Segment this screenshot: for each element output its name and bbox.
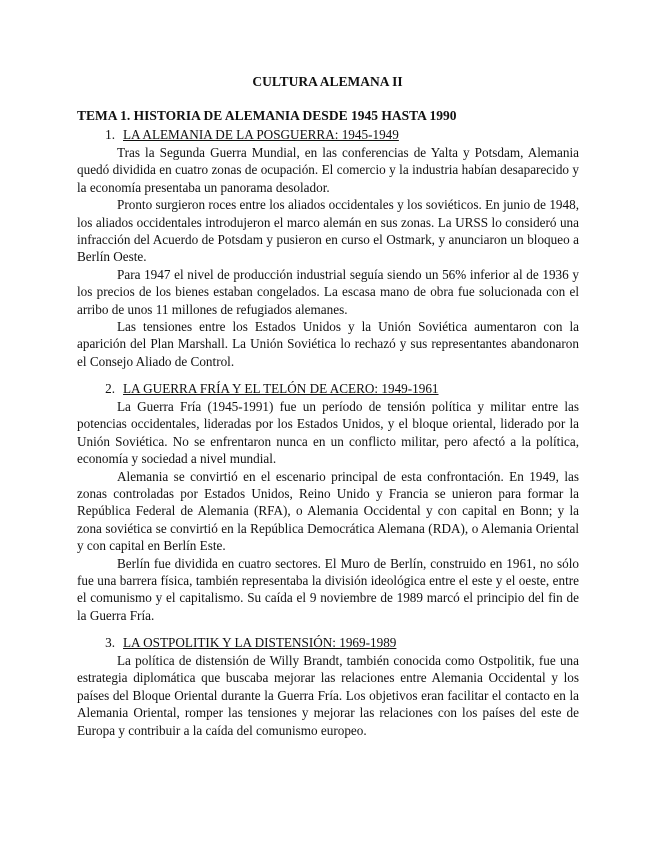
paragraph: Para 1947 el nivel de producción industrial seguía siendo un 56% inferior al de 1936 y los precios de los bienes estaban congelados. La escasa mano de obra fue solucionada con el arribo de unos 11 millones de refugiados alemanes. — [77, 266, 579, 317]
topic-heading: TEMA 1. HISTORIA DE ALEMANIA DESDE 1945 HASTA 1990 — [77, 108, 457, 123]
section-title: LA GUERRA FRÍA Y EL TELÓN DE ACERO: 1949-1961 — [123, 381, 439, 396]
section-heading — [77, 380, 579, 398]
section-2 — [77, 380, 579, 624]
section-heading — [77, 634, 579, 652]
paragraph: Berlín fue dividida en cuatro sectores. El Muro de Berlín, construido en 1961, no sólo fue una barrera física, también representaba la división ideológica entre el este y el oeste, entre el comunismo y el capitalismo. Su caída el 9 noviembre de 1989 marcó el principio del fin de la Guerra Fría. — [77, 555, 579, 623]
paragraph: Las tensiones entre los Estados Unidos y la Unión Soviética aumentaron con la aparición del Plan Marshall. La Unión Soviética lo rechazó y sus representantes abandonaron el Consejo Aliado de Control. — [77, 319, 579, 369]
paragraph: Alemania se convirtió en el escenario principal de esta confrontación. En 1949, las zonas controladas por Estados Unidos, Reino Unido y Francia se unieron para formar la República Federal de Alemania (RFA), o Alemania Occidental y con capital en Bonn; y la zona soviética se convirtió en la República Democrática Alemana (RDA), o Alemania Oriental y con capital en Berlín Este. — [77, 468, 579, 554]
section-3 — [77, 634, 579, 739]
section-title: LA ALEMANIA DE LA POSGUERRA: 1945-1949 — [123, 127, 399, 142]
paragraph: La política de distensión de Willy Brandt, también conocida como Ostpolitik, fue una estrategia diplomática que buscaba mejorar las relaciones entre Alemania Occidental y los países del Bloque Oriental durante la Guerra Fría. Los objetivos eran facilitar el contacto en la Alemania Oriental, romper las tensiones y mejorar las relaciones con los países del este de Europa y contribuir a la caída del comunismo europeo. — [77, 653, 579, 738]
paragraph: Tras la Segunda Guerra Mundial, en las conferencias de Yalta y Potsdam, Alemania quedó dividida en cuatro zonas de ocupación. El comercio y la industria habían desaparecido y la economía presentaba un panorama desolador. — [77, 145, 579, 195]
paragraph: La Guerra Fría (1945-1991) fue un período de tensión política y militar entre las potencias occidentales, lideradas por los Estados Unidos, y el bloque oriental, liderado por la Unión Soviética. No se enfrentaron nunca en un conflicto militar, pero afectó a la política, economía y sociedad a nivel mundial. — [77, 399, 579, 467]
document-title: CULTURA ALEMANA II — [252, 74, 403, 89]
paragraph: Pronto surgieron roces entre los aliados occidentales y los soviéticos. En junio de 1948, los aliados occidentales introdujeron el marco alemán en sus zonas. La URSS lo consideró una infracción del Acuerdo de Potsdam y pusieron en curso el Ostmark, y anunciaron un bloqueo a Berlín Oeste. — [77, 197, 579, 265]
section-heading — [77, 126, 579, 144]
section-number: 3. — [105, 635, 115, 650]
section-number: 1. — [105, 127, 115, 142]
section-number: 2. — [105, 381, 115, 396]
section-1 — [77, 126, 579, 370]
section-title: LA OSTPOLITIK Y LA DISTENSIÓN: 1969-1989 — [123, 635, 397, 650]
